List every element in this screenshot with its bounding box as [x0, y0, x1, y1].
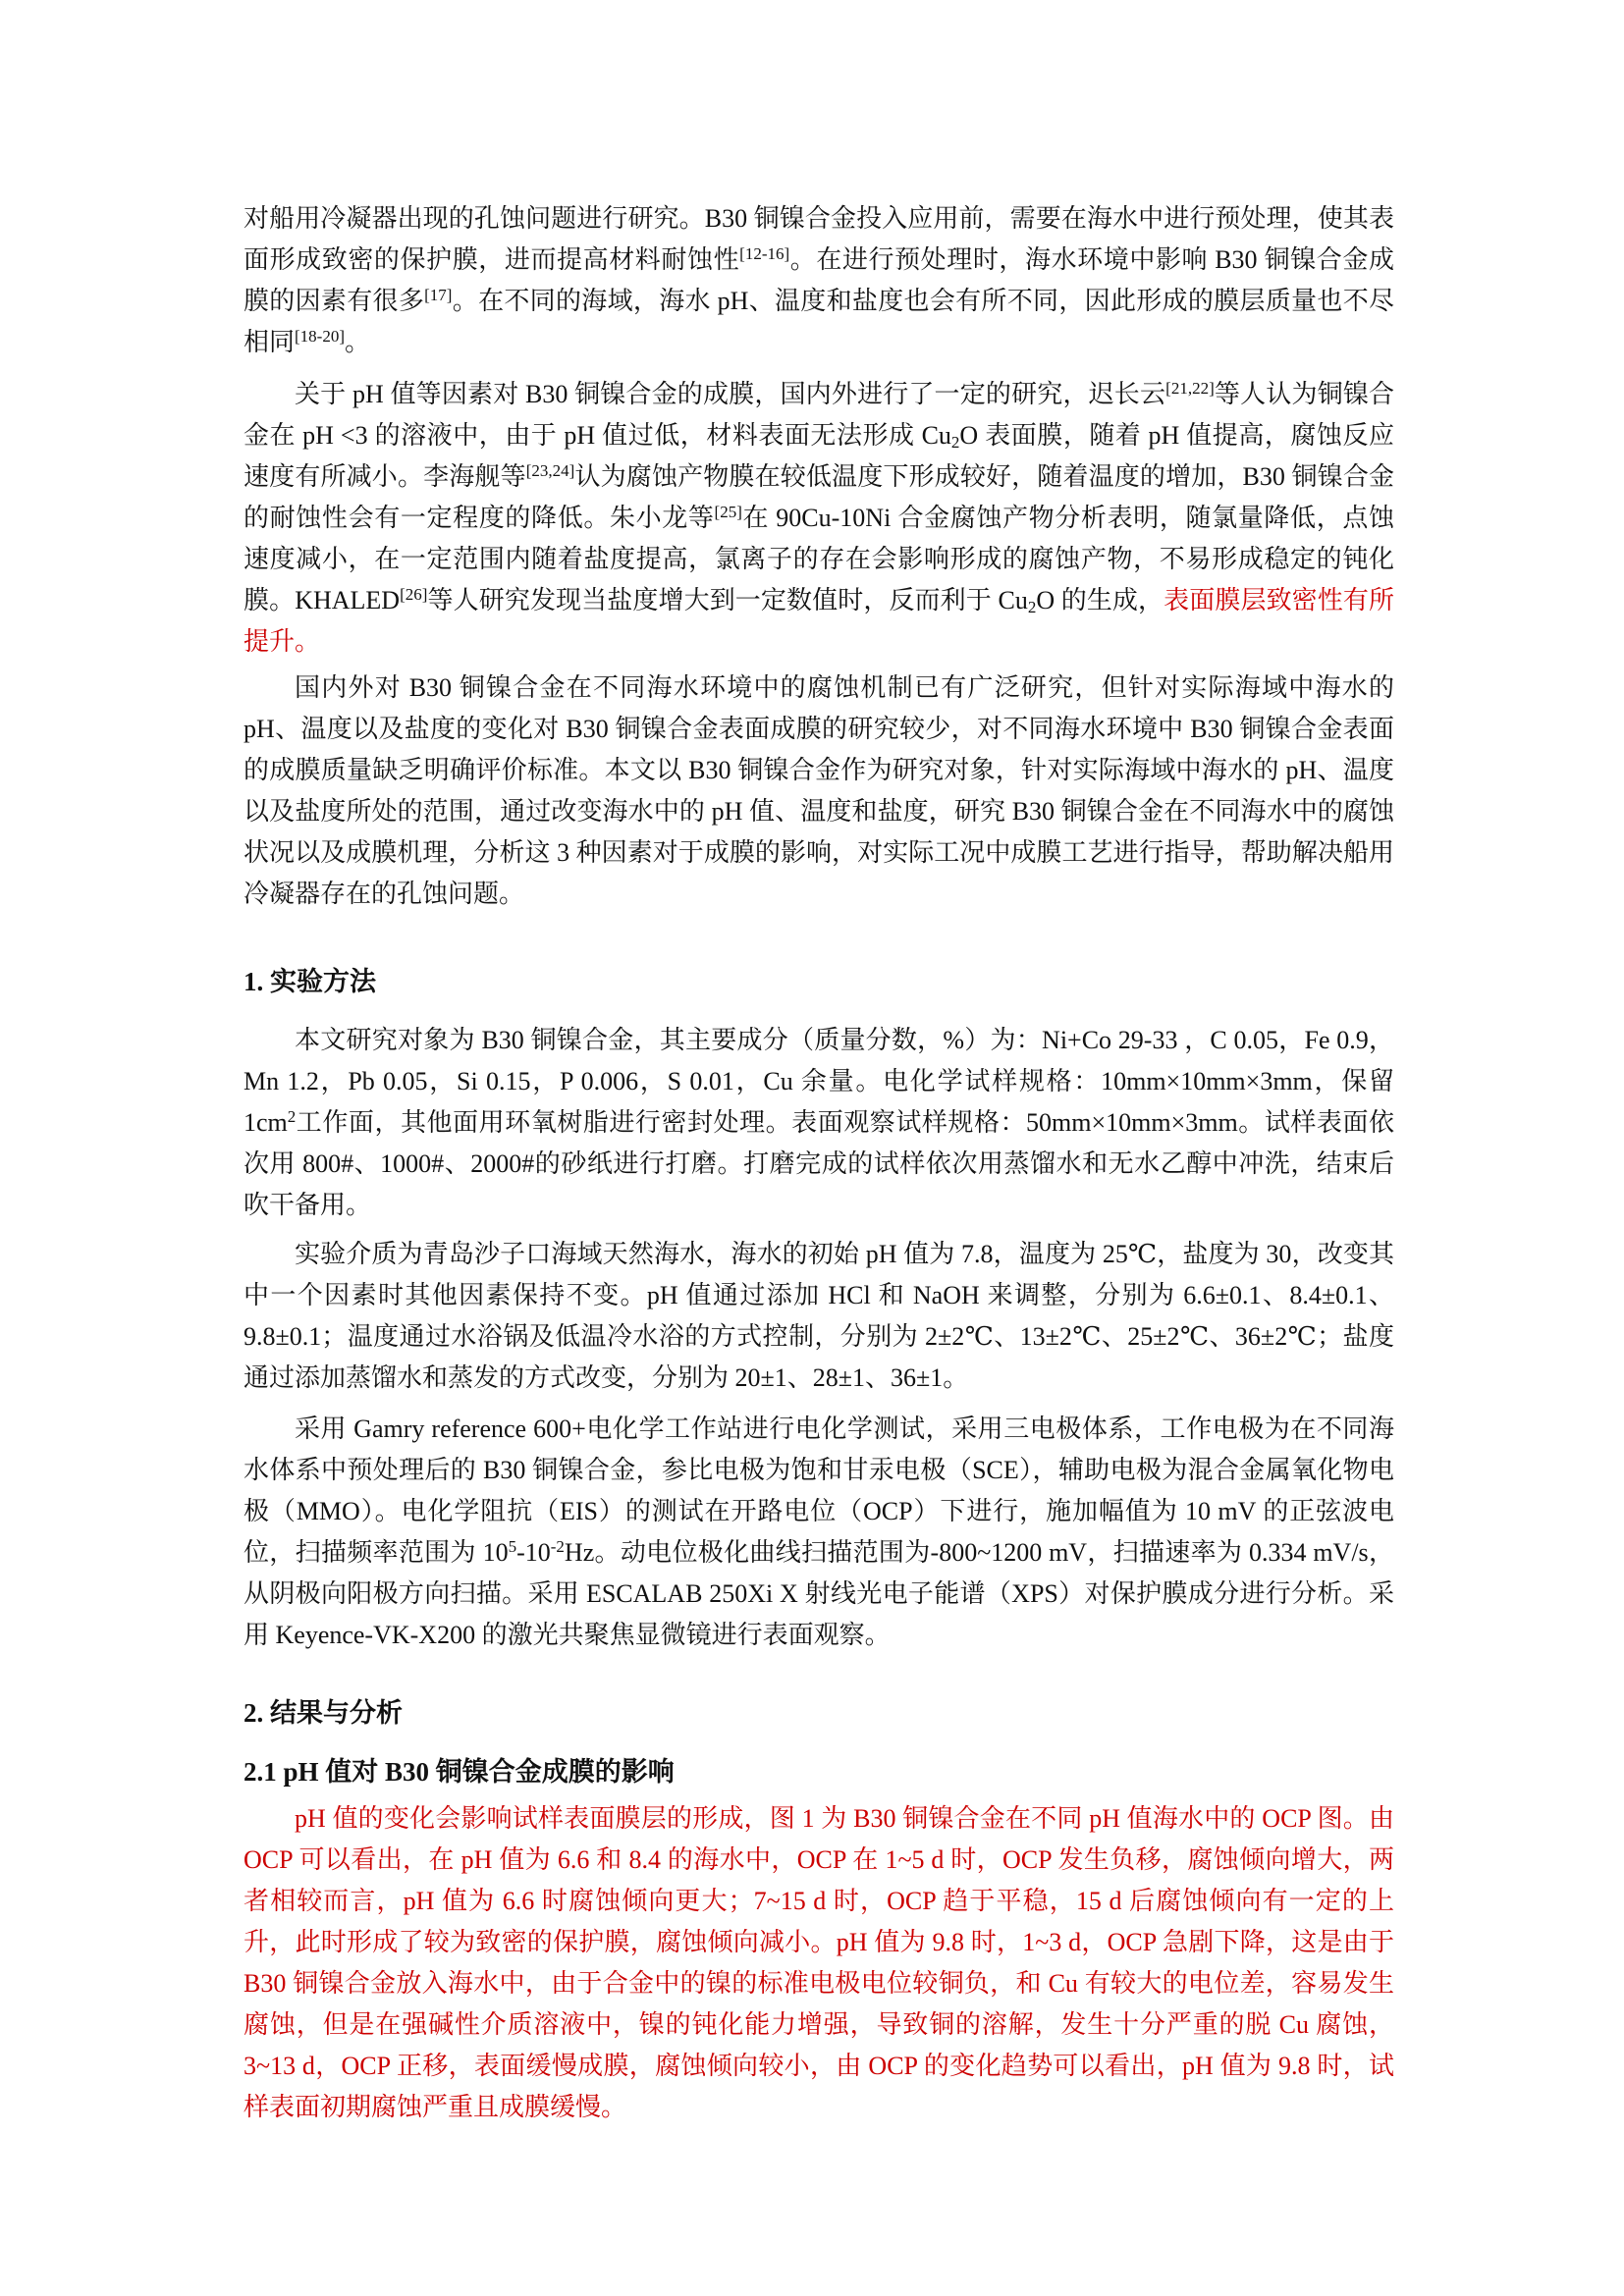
section-heading-2-results-analysis: [244, 1692, 1394, 1734]
paragraph-ocp-discussion: [244, 1798, 1394, 2128]
text-segment: O 的生成，: [1036, 586, 1164, 614]
superscript-reference: [12-16]: [739, 244, 790, 263]
document-body: [244, 198, 1394, 2128]
paragraph-intro-continued: [244, 198, 1394, 363]
text-segment: 。在进行预处理时，海水环境中影响 B30 铜镍合金成膜的因素有很多: [244, 245, 1394, 315]
paragraph-experiment-medium: [244, 1234, 1394, 1399]
paragraph-research-purpose: [244, 667, 1394, 915]
superscript-reference: -2: [550, 1537, 565, 1556]
text-segment: 。: [345, 328, 371, 356]
section-heading-1-experimental-method: [244, 961, 1394, 1002]
superscript-reference: [23,24]: [525, 461, 575, 480]
superscript-reference: [18-20]: [295, 327, 345, 346]
text-segment: 采用 Gamry reference 600+电化学工作站进行电化学测试，采用三电极体系，工作电极为在不同海水体系中预处理后的 B30 铜镍合金，参比电极为饱和甘汞电极（SCE），辅助电极为混合金属氧化物电极（MMO）。电化学阻抗（EIS）的测试在开路电位（OCP）下进行，施加幅值为 10 mV 的正弦波电位，扫描频率范围为 10: [244, 1415, 1394, 1567]
text-segment: 对船用冷凝器出现的孔蚀问题进行研究。B30 铜镍合金投入应用前，需要在海水中进行预处理，使其表面形成致密的保护膜，进而提高材料耐蚀性: [244, 204, 1394, 274]
superscript-reference: [26]: [400, 585, 428, 604]
text-segment: 工作面，其他面用环氧树脂进行密封处理。表面观察试样规格：50mm×10mm×3mm。试样表面依次用 800#、1000#、2000#的砂纸进行打磨。打磨完成的试样依次用蒸馏水和无水乙醇中冲洗，结束后吹干备用。: [244, 1108, 1394, 1219]
text-segment: 1. 实验方法: [244, 967, 376, 996]
text-segment: 2. 结果与分析: [244, 1698, 403, 1728]
paragraph-material-composition: [244, 1020, 1394, 1226]
text-segment: O 表面膜，随着 pH 值提高，腐蚀反应速度有所减小。李海舰等: [244, 421, 1394, 491]
text-segment: Hz。动电位极化曲线扫描范围为-800~1200 mV，扫描速率为 0.334 mV/s，从阴极向阳极方向扫描。采用 ESCALAB 250Xi X 射线光电子能谱（XPS）对保护膜成分进行分析。采用 Keyence-VK-X200 的激光共聚焦显微镜进行表面观察。: [244, 1538, 1394, 1649]
paragraph-electrochemical-setup: [244, 1409, 1394, 1656]
text-segment: 等人认为铜镍合金在 pH <3 的溶液中，由于 pH 值过低，材料表面无法形成 Cu: [244, 380, 1394, 450]
text-segment: 表面膜层致密性有所提升。: [244, 586, 1394, 656]
superscript-reference: 5: [508, 1537, 517, 1556]
paragraph-literature-review: [244, 374, 1394, 663]
section-heading-2-1-ph-effect: [244, 1751, 1394, 1792]
text-segment: -10: [516, 1538, 551, 1567]
text-segment: pH 值的变化会影响试样表面膜层的形成，图 1 为 B30 铜镍合金在不同 pH 值海水中的 OCP 图。由 OCP 可以看出，在 pH 值为 6.6 和 8.4 的海水中，OCP 在 1~5 d 时，OCP 发生负移，腐蚀倾向增大，两者相较而言，pH 值为 6.6 时腐蚀倾向更大；7~15 d 时，OCP 趋于平稳，15 d 后腐蚀倾向有一定的上升，此时形成了较为致密的保护膜，腐蚀倾向减小。pH 值为 9.8 时，1~3 d，OCP 急剧下降，这是由于 B30 铜镍合金放入海水中，由于合金中的镍的标准电极电位较铜负，和 Cu 有较大的电位差，容易发生腐蚀，但是在强碱性介质溶液中，镍的钝化能力增强，导致铜的溶解，发生十分严重的脱 Cu 腐蚀，3~13 d，OCP 正移，表面缓慢成膜，腐蚀倾向较小，由 OCP 的变化趋势可以看出，pH 值为 9.8 时，试样表面初期腐蚀严重且成膜缓慢。: [244, 1804, 1394, 2121]
text-segment: 认为腐蚀产物膜在较低温度下形成较好，随着温度的增加，B30 铜镍合金的耐蚀性会有一定程度的降低。朱小龙等: [244, 462, 1394, 532]
text-segment: 实验介质为青岛沙子口海域天然海水，海水的初始 pH 值为 7.8，温度为 25℃，盐度为 30，改变其中一个因素时其他因素保持不变。pH 值通过添加 HCl 和 NaOH 来调整，分别为 6.6±0.1、8.4±0.1、9.8±0.1；温度通过水浴锅及低温冷水浴的方式控制，分别为 2±2℃、13±2℃、25±2℃、36±2℃；盐度通过添加蒸馏水和蒸发的方式改变，分别为 20±1、28±1、36±1。: [244, 1240, 1394, 1392]
subscript-text: 2: [950, 433, 960, 452]
text-segment: 。在不同的海域，海水 pH、温度和盐度也会有所不同，因此形成的膜层质量也不尽相同: [244, 287, 1394, 356]
superscript-reference: 2: [287, 1107, 297, 1126]
superscript-reference: [21,22]: [1165, 379, 1215, 398]
text-segment: 国内外对 B30 铜镍合金在不同海水环境中的腐蚀机制已有广泛研究，但针对实际海域中海水的 pH、温度以及盐度的变化对 B30 铜镍合金表面成膜的研究较少，对不同海水环境中 B30 铜镍合金表面的成膜质量缺乏明确评价标准。本文以 B30 铜镍合金作为研究对象，针对实际海域中海水的 pH、温度以及盐度所处的范围，通过改变海水中的 pH 值、温度和盐度，研究 B30 铜镍合金在不同海水中的腐蚀状况以及成膜机理，分析这 3 种因素对于成膜的影响，对实际工况中成膜工艺进行指导，帮助解决船用冷凝器存在的孔蚀问题。: [244, 673, 1394, 908]
text-segment: 本文研究对象为 B30 铜镍合金，其主要成分（质量分数，%）为：Ni+Co 29-33 ，C 0.05，Fe 0.9，Mn 1.2，Pb 0.05，Si 0.15，P 0.006，S 0.01，Cu 余量。电化学试样规格：10mm×10mm×3mm，保留 1cm: [244, 1026, 1394, 1137]
text-segment: 等人研究发现当盐度增大到一定数值时，反而利于 Cu: [427, 586, 1028, 614]
text-segment: 2.1 pH 值对 B30 铜镍合金成膜的影响: [244, 1757, 675, 1787]
text-segment: 关于 pH 值等因素对 B30 铜镍合金的成膜，国内外进行了一定的研究，迟长云: [295, 380, 1166, 408]
text-segment: 在 90Cu-10Ni 合金腐蚀产物分析表明，随氯量降低，点蚀速度减小，在一定范围内随着盐度提高，氯离子的存在会影响形成的腐蚀产物，不易形成稳定的钝化膜。KHALED: [244, 504, 1394, 614]
superscript-reference: [25]: [714, 503, 742, 521]
subscript-text: 2: [1027, 598, 1037, 616]
superscript-reference: [17]: [424, 286, 453, 304]
